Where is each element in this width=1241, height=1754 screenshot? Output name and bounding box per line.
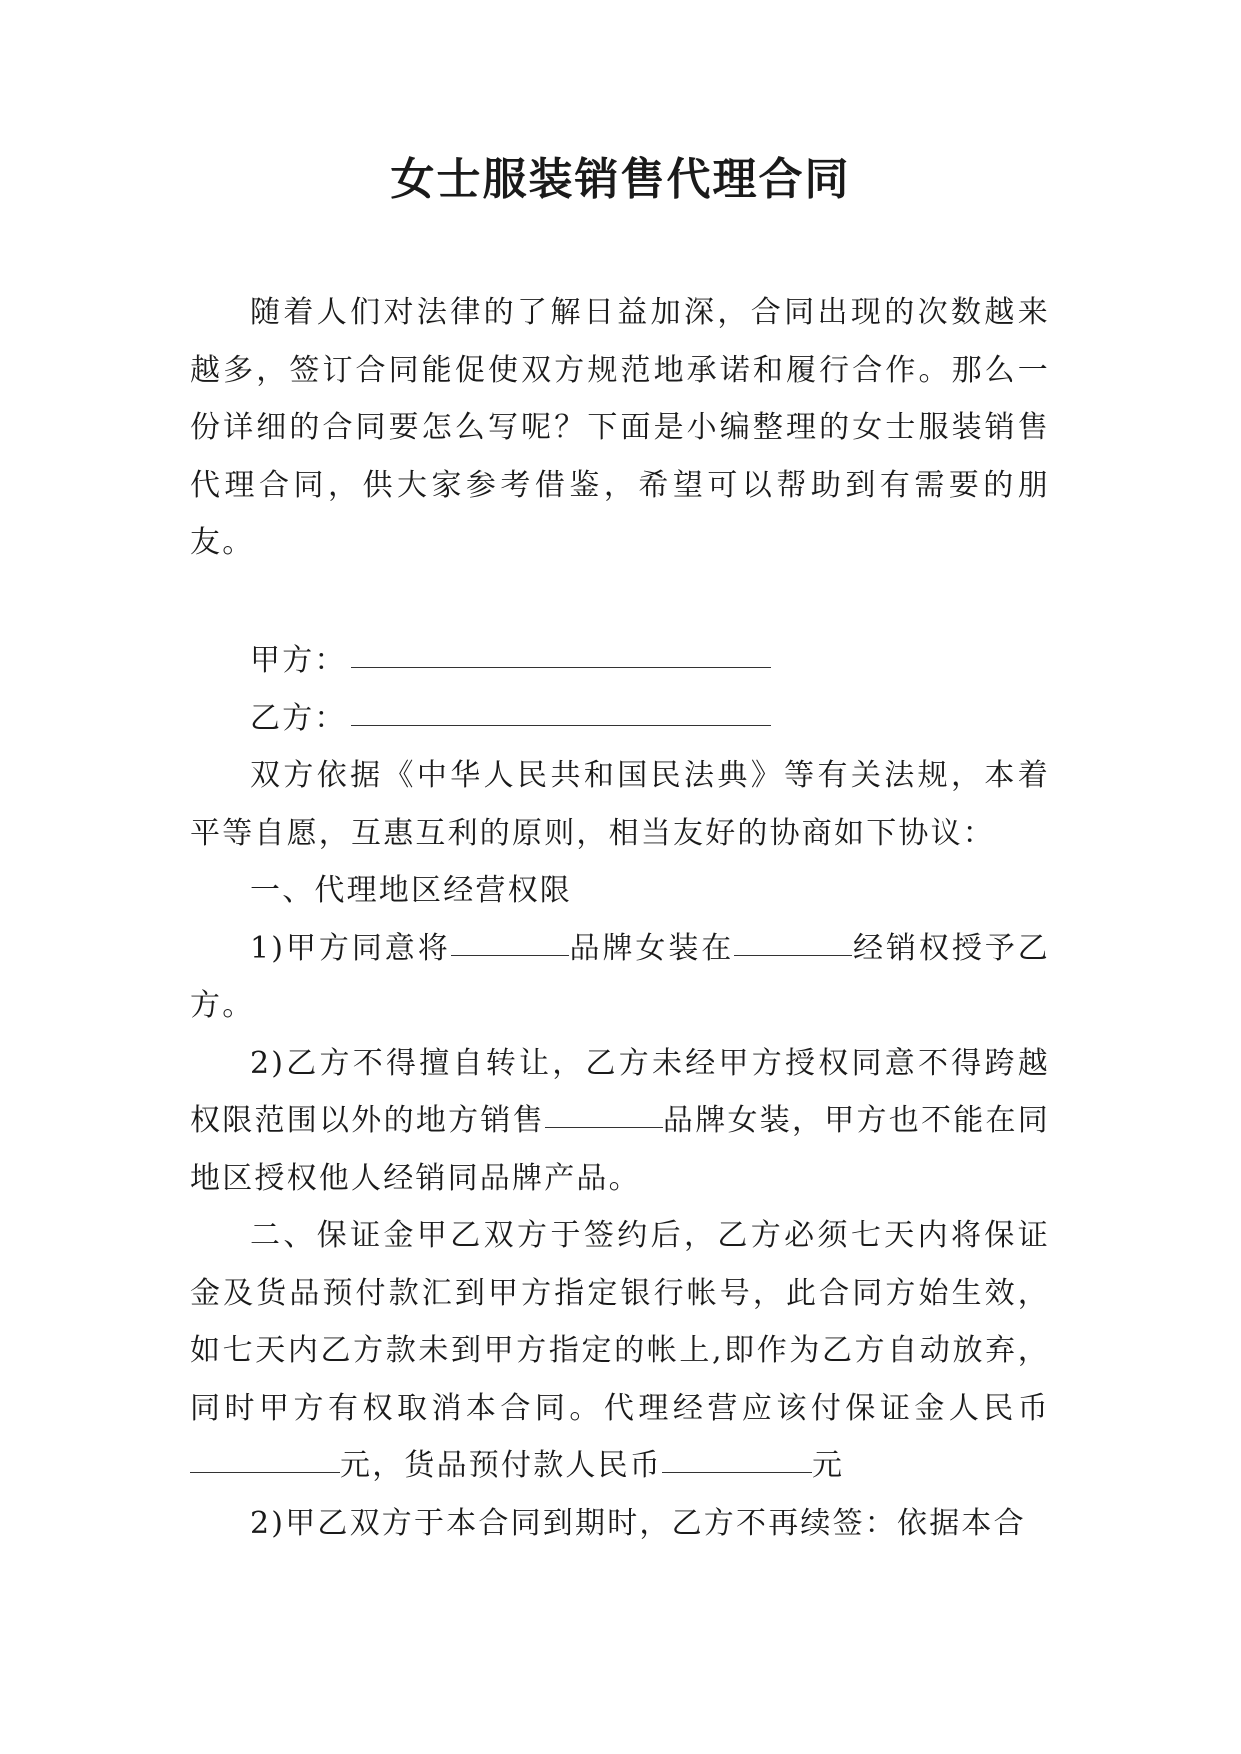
party-a-blank (351, 667, 771, 668)
preamble-paragraph: 双方依据《中华人民共和国民法典》等有关法规，本着平等自愿，互惠互利的原则，相当友好的协商如下协议： (190, 758, 1050, 851)
party-b-label: 乙方： (250, 700, 347, 736)
clause-1-1-text-b: 品牌女装在 (568, 930, 735, 966)
brand-blank (451, 955, 569, 956)
party-a-line (190, 632, 1050, 690)
party-a-label: 甲方： (250, 643, 347, 678)
deposit-unit-text: 元，货品预付款人民币 (340, 1448, 662, 1483)
party-b-line (190, 690, 1050, 748)
contract-body (190, 632, 1050, 1552)
clause-1-2-text-b: 品牌女装，甲方也不能在同地区授权他人经销同品牌产品。 (190, 1103, 1051, 1196)
clause-1-2 (190, 1035, 1050, 1208)
prepay-amount-blank (662, 1472, 812, 1473)
intro-section (190, 284, 1050, 572)
clause-1-1-text-a: 1)甲方同意将 (250, 930, 451, 966)
clause-1-2-text-a: 2)乙方不得擅自转让，乙方未经甲方授权同意不得跨越权限范围以外的地方销售 (190, 1045, 1050, 1138)
party-b-blank (351, 725, 771, 726)
clause-1-1 (190, 920, 1050, 1035)
clause-2-2: 2)甲乙双方于本合同到期时，乙方不再续签：依据本合 (250, 1505, 1026, 1541)
brand-blank-2 (545, 1127, 663, 1128)
intro-paragraph: 随着人们对法律的了解日益加深，合同出现的次数越来越多，签订合同能促使双方规范地承诺和履行合作。那么一份详细的合同要怎么写呢？下面是小编整理的女士服装销售代理合同，供大家参考借鉴，希望可以帮助到有需要的朋友。 (190, 295, 1050, 560)
section-2-text: 二、保证金甲乙双方于签约后，乙方必须七天内将保证金及货品预付款汇到甲方指定银行帐号，此合同方始生效，如七天内乙方款未到甲方指定的帐上,即作为乙方自动放弃，同时甲方有权取消本合同。代理经营应该付保证金人民币 (190, 1218, 1050, 1426)
section-2-paragraph (190, 1207, 1050, 1495)
region-blank (734, 955, 852, 956)
section-1-heading: 一、代理地区经营权限 (250, 873, 572, 908)
document-title: 女士服装销售代理合同 (390, 154, 851, 205)
prepay-unit-text: 元 (812, 1448, 845, 1483)
deposit-amount-blank (190, 1472, 340, 1473)
clause-1-1-text-c: 经销权授予乙方。 (190, 930, 1050, 1023)
